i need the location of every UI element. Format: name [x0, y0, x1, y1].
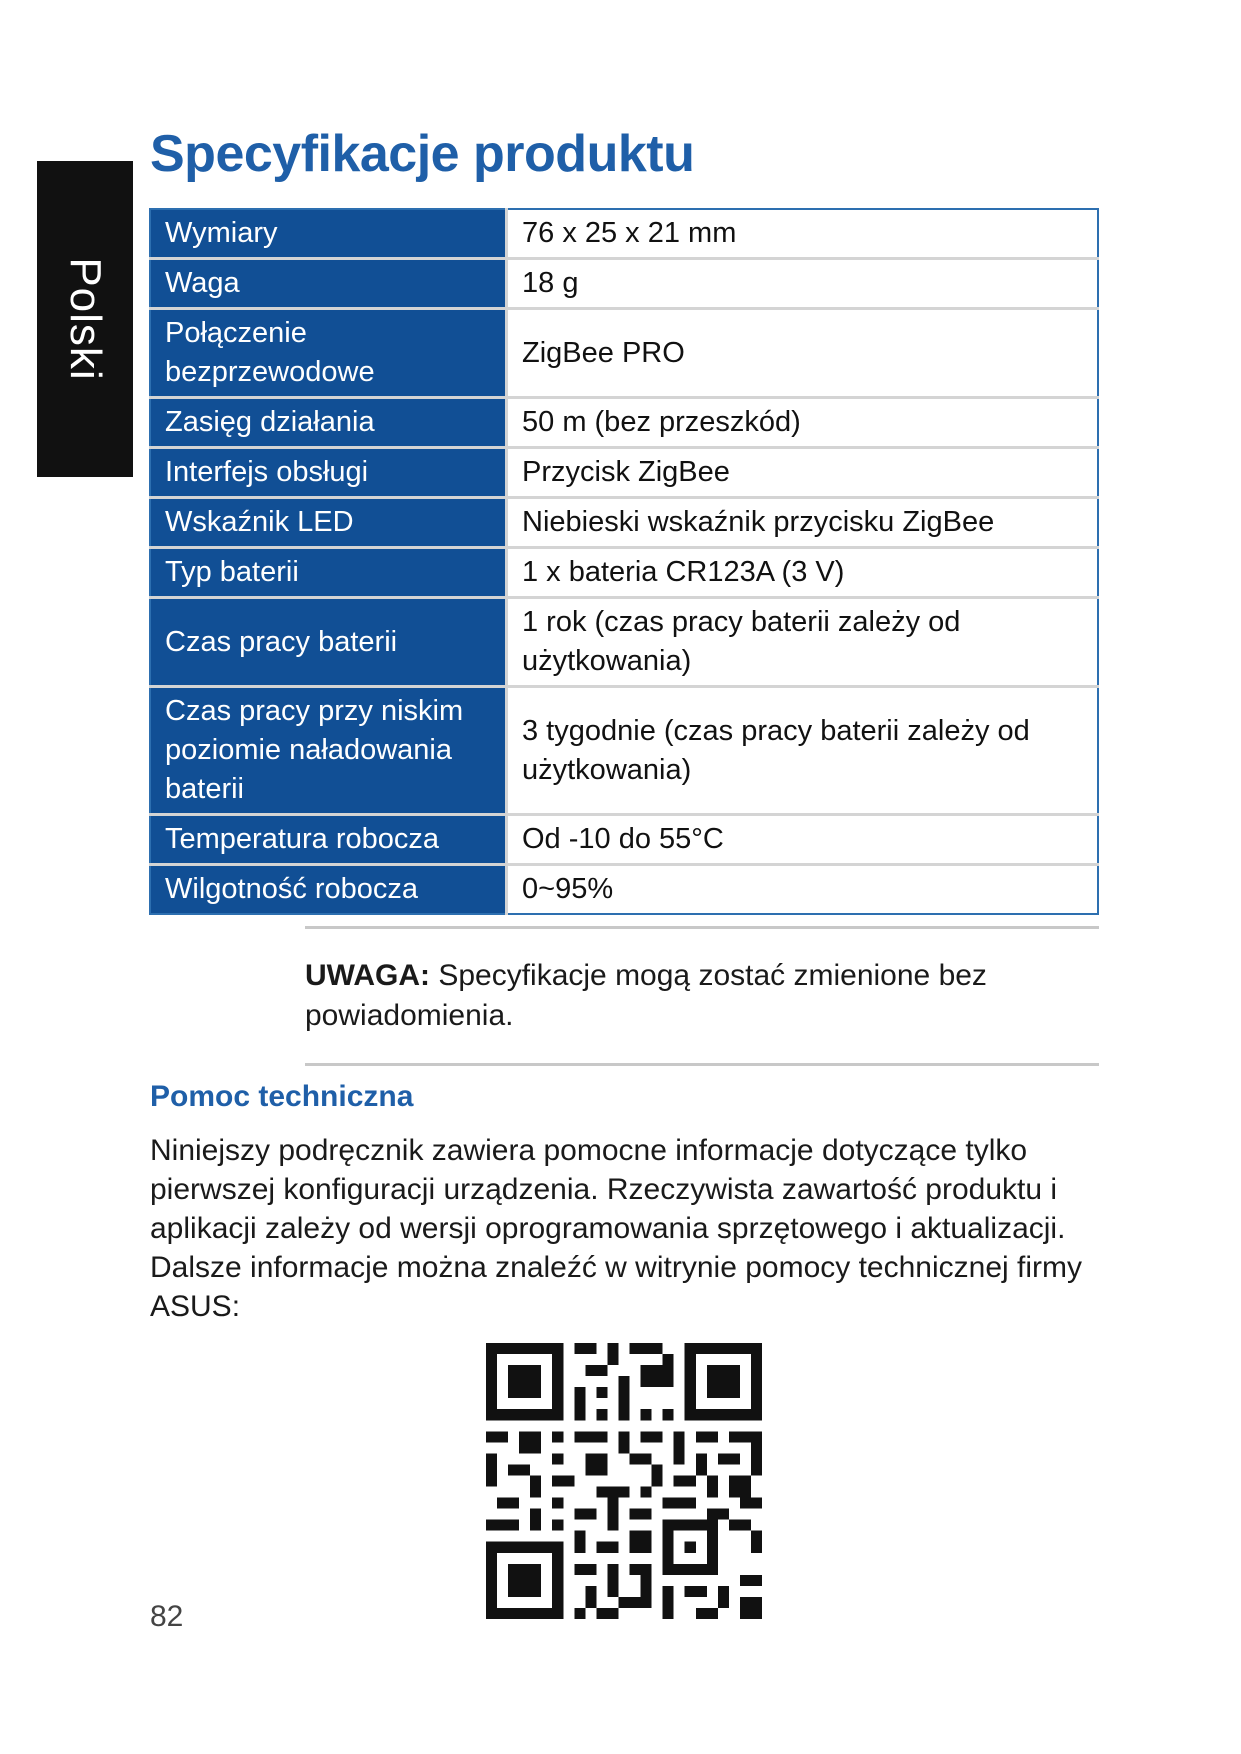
spec-value: 0~95%: [507, 865, 1099, 915]
spec-label: Czas pracy baterii: [150, 598, 507, 687]
spec-label: Wskaźnik LED: [150, 498, 507, 548]
spec-label: Wilgotność robocza: [150, 865, 507, 915]
spec-label: Zasięg działania: [150, 398, 507, 448]
note-box: [305, 926, 1099, 1066]
spec-table: [149, 208, 1099, 915]
qr-code-icon: [486, 1343, 762, 1619]
spec-value: Niebieski wskaźnik przycisku ZigBee: [507, 498, 1099, 548]
spec-value: Od -10 do 55°C: [507, 815, 1099, 865]
table-row: [150, 309, 1098, 398]
table-row: [150, 687, 1098, 815]
note-text: Specyfikacje mogą zostać zmienione bez powiadomienia.: [305, 959, 987, 1032]
language-tab: [37, 161, 133, 477]
table-row: [150, 865, 1098, 915]
table-row: [150, 598, 1098, 687]
table-row: [150, 448, 1098, 498]
spec-label: Waga: [150, 259, 507, 309]
table-row: [150, 548, 1098, 598]
spec-value: 18 g: [507, 259, 1099, 309]
spec-value: 3 tygodnie (czas pracy baterii zależy od użytkowania): [507, 687, 1099, 815]
spec-value: Przycisk ZigBee: [507, 448, 1099, 498]
spec-value: ZigBee PRO: [507, 309, 1099, 398]
table-row: [150, 259, 1098, 309]
spec-label: Wymiary: [150, 209, 507, 259]
spec-label: Połączenie bezprzewodowe: [150, 309, 507, 398]
table-row: [150, 209, 1098, 259]
table-row: [150, 498, 1098, 548]
spec-label: Czas pracy przy niskim poziomie naładowania baterii: [150, 687, 507, 815]
spec-value: 76 x 25 x 21 mm: [507, 209, 1099, 259]
spec-value: 50 m (bez przeszkód): [507, 398, 1099, 448]
spec-value: 1 x bateria CR123A (3 V): [507, 548, 1099, 598]
page-title: Specyfikacje produktu: [150, 125, 695, 183]
note-prefix: UWAGA:: [305, 959, 430, 992]
language-tab-label: Polski: [61, 257, 110, 381]
support-paragraph: Niniejszy podręcznik zawiera pomocne informacje dotyczące tylko pierwszej konfiguracji urządzenia. Rzeczywista zawartość produktu i aplikacji zależy od wersji oprogramowania sprzętowego i aktualizacji. Dalsze informacje można znaleźć w witrynie pomocy technicznej firmy ASUS:: [150, 1134, 1082, 1323]
page-number: 82: [150, 1600, 184, 1633]
spec-value: 1 rok (czas pracy baterii zależy od użytkowania): [507, 598, 1099, 687]
spec-label: Interfejs obsługi: [150, 448, 507, 498]
support-heading: Pomoc techniczna: [150, 1080, 414, 1113]
spec-label: Temperatura robocza: [150, 815, 507, 865]
table-row: [150, 398, 1098, 448]
spec-label: Typ baterii: [150, 548, 507, 598]
table-row: [150, 815, 1098, 865]
